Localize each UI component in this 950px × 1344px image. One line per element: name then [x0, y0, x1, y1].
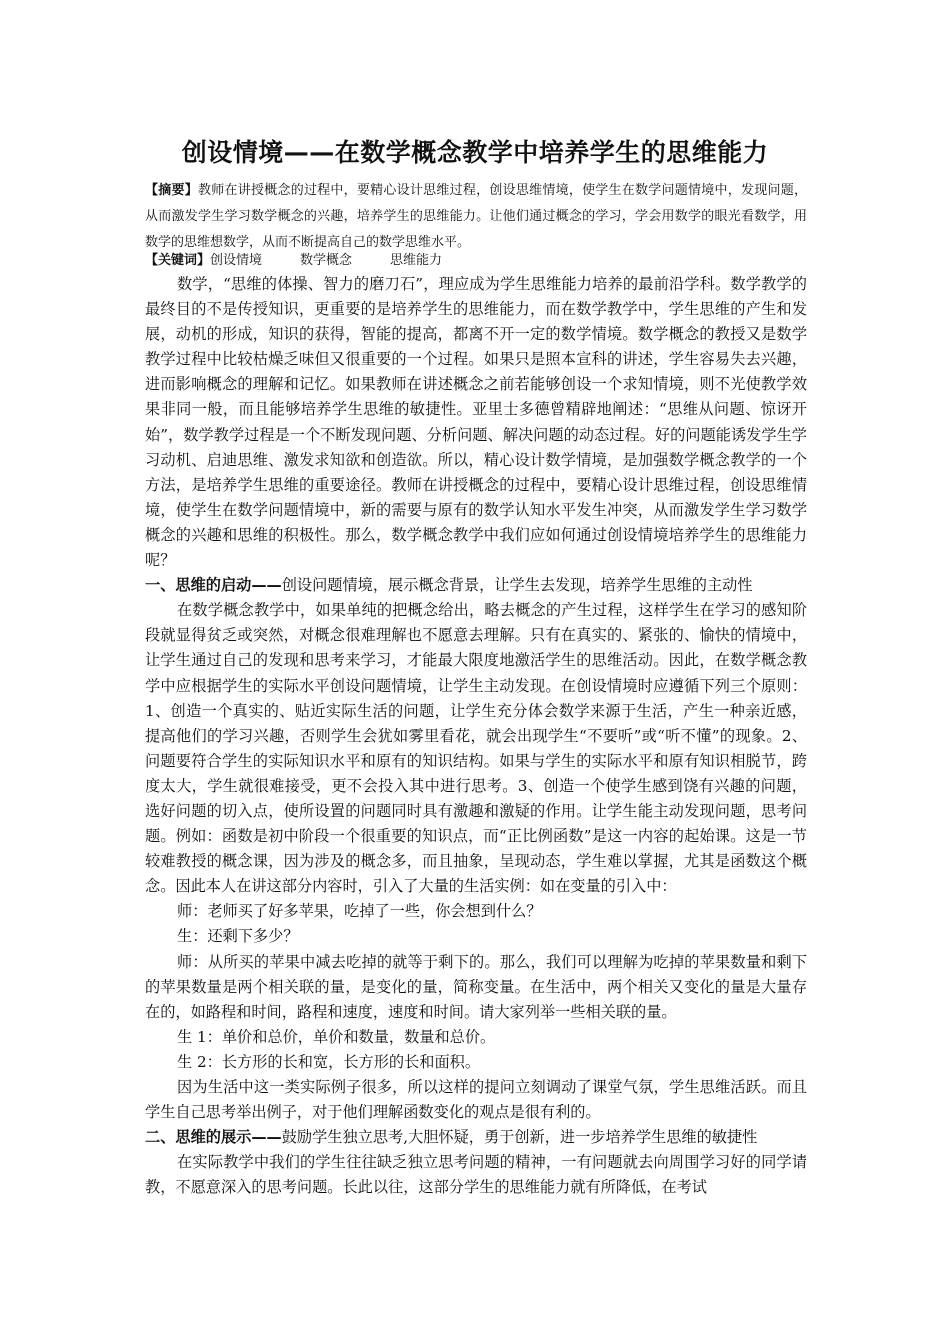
abstract-label: 【摘要】 — [145, 183, 198, 198]
intro-paragraph: 数学，“思维的体操、智力的磨刀石”，理应成为学生思维能力培养的最前沿学科。数学教学的最终目的不是传授知识，更重要的是培养学生的思维能力，而在数学教学中，学生思维的产生和发展，动机的形成，知识的获得，智能的提高，都离不开一定的数学情境。数学概念的教授又是数学教学过程中比较枯燥乏味但又很重要的一个过程。如果只是照本宣科的讲述，学生容易失去兴趣，进而影响概念的理解和记忆。如果教师在讲述概念之前若能够创设一个求知情境，则不光使教学效果非同一般，而且能够培养学生思维的敏捷性。亚里士多德曾精辟地阐述：“思维从问题、惊讶开始”，数学教学过程是一个不断发现问题、分析问题、解决问题的动态过程。好的问题能诱发学生学习动机、启迪思维、激发求知欲和创造欲。所以，精心设计数学情境，是加强数学概念教学的一个方法，是培养学生思维的重要途径。教师在讲授概念的过程中，要精心设计思维过程，创设思维情境，使学生在数学问题情境中，新的需要与原有的数学认知水平发生冲突，从而激发学生学习数学概念的兴趣和思维的积极性。那么，数学概念教学中我们应如何通过创设情境培养学生的思维能力呢？ — [145, 275, 807, 570]
abstract — [145, 178, 807, 256]
abstract-text: 教师在讲授概念的过程中，要精心设计思维过程，创设思维情境，使学生在数学问题情境中，发现问题，从而激发学生学习数学概念的兴趣，培养学生的思维能力。让他们通过概念的学习，学会用数学的眼光看数学，用数学的思维想数学，从而不断提高自己的数学思维水平。 — [145, 183, 807, 250]
keyword-item: 创设情境 — [210, 253, 263, 268]
section-heading-2-text: 鼓励学生独立思考,大胆怀疑，勇于创新，进一步培养学生思维的敏捷性 — [281, 1128, 758, 1147]
section-heading-1-bold: 一、思维的启动—— — [145, 576, 282, 595]
section-heading-1-text: 创设问题情境，展示概念背景，让学生去发现，培养学生思维的主动性 — [281, 576, 753, 595]
section-heading-1 — [145, 573, 807, 598]
dialogue-line: 生 2：长方形的长和宽，长方形的长和面积。 — [177, 1052, 481, 1071]
body-paragraph: 因为生活中这一类实际例子很多，所以这样的提问立刻调动了课堂气氛，学生思维活跃。而且学生自己思考举出例子，对于他们理解函数变化的观点是很有利的。 — [145, 1078, 807, 1122]
body-paragraph: 在实际教学中我们的学生往往缺乏独立思考问题的精神，一有问题就去向周围学习好的同学请教，不愿意深入的思考问题。长此以往，这部分学生的思维能力就有所降低，在考试 — [145, 1153, 807, 1197]
section-heading-2-bold: 二、思维的展示—— — [145, 1128, 282, 1147]
section-heading-2 — [145, 1125, 807, 1150]
keywords-label: 【关键词】 — [145, 253, 211, 268]
page-title: 创设情境——在数学概念教学中培养学生的思维能力 — [181, 138, 769, 167]
dialogue-line: 师：从所买的苹果中减去吃掉的就等于剩下的。那么，我们可以理解为吃掉的苹果数量和剩下的苹果数量是两个相关联的量，是变化的量，简称变量。在生活中，两个相关又变化的量是大量存在的，如路程和时间，路程和速度，速度和时间。请大家列举一些相关联的量。 — [145, 952, 807, 1021]
article-body — [145, 272, 807, 1200]
dialogue-line: 师：老师买了好多苹果，吃掉了一些，你会想到什么？ — [177, 902, 542, 921]
keyword-item: 数学概念 — [300, 253, 353, 268]
dialogue-line: 生 1：单价和总价，单价和数量，数量和总价。 — [177, 1027, 496, 1046]
keywords — [145, 248, 807, 274]
keyword-item: 思维能力 — [390, 253, 443, 268]
dialogue-line: 生：还剩下多少？ — [177, 927, 299, 946]
body-paragraph: 在数学概念教学中，如果单纯的把概念给出，略去概念的产生过程，这样学生在学习的感知阶段就显得贫乏或突然，对概念很难理解也不愿意去理解。只有在真实的、紧张的、愉快的情境中，让学生通过自己的发现和思考来学习，才能最大限度地激活学生的思维活动。因此，在数学概念教学中应根据学生的实际水平创设问题情境，让学生主动发现。在创设情境时应遵循下列三个原则：1、创造一个真实的、贴近实际生活的问题，让学生充分体会数学来源于生活，产生一种亲近感，提高他们的学习兴趣，否则学生会犹如雾里看花，就会出现学生“不要听”或“听不懂”的现象。2、问题要符合学生的实际知识水平和原有的知识结构。如果与学生的实际水平和原有知识相脱节，跨度太大，学生就很难接受，更不会投入其中进行思考。3、创造一个使学生感到饶有兴趣的问题，选好问题的切入点，使所设置的问题同时具有激趣和激疑的作用。让学生能主动发现问题，思考问题。例如：函数是初中阶段一个很重要的知识点，而“正比例函数”是这一内容的起始课。这是一节较难教授的概念课，因为涉及的概念多，而且抽象，呈现动态，学生难以掌握，尤其是函数这个概念。因此本人在讲这部分内容时，引入了大量的生活实例：如在变量的引入中： — [145, 601, 807, 896]
